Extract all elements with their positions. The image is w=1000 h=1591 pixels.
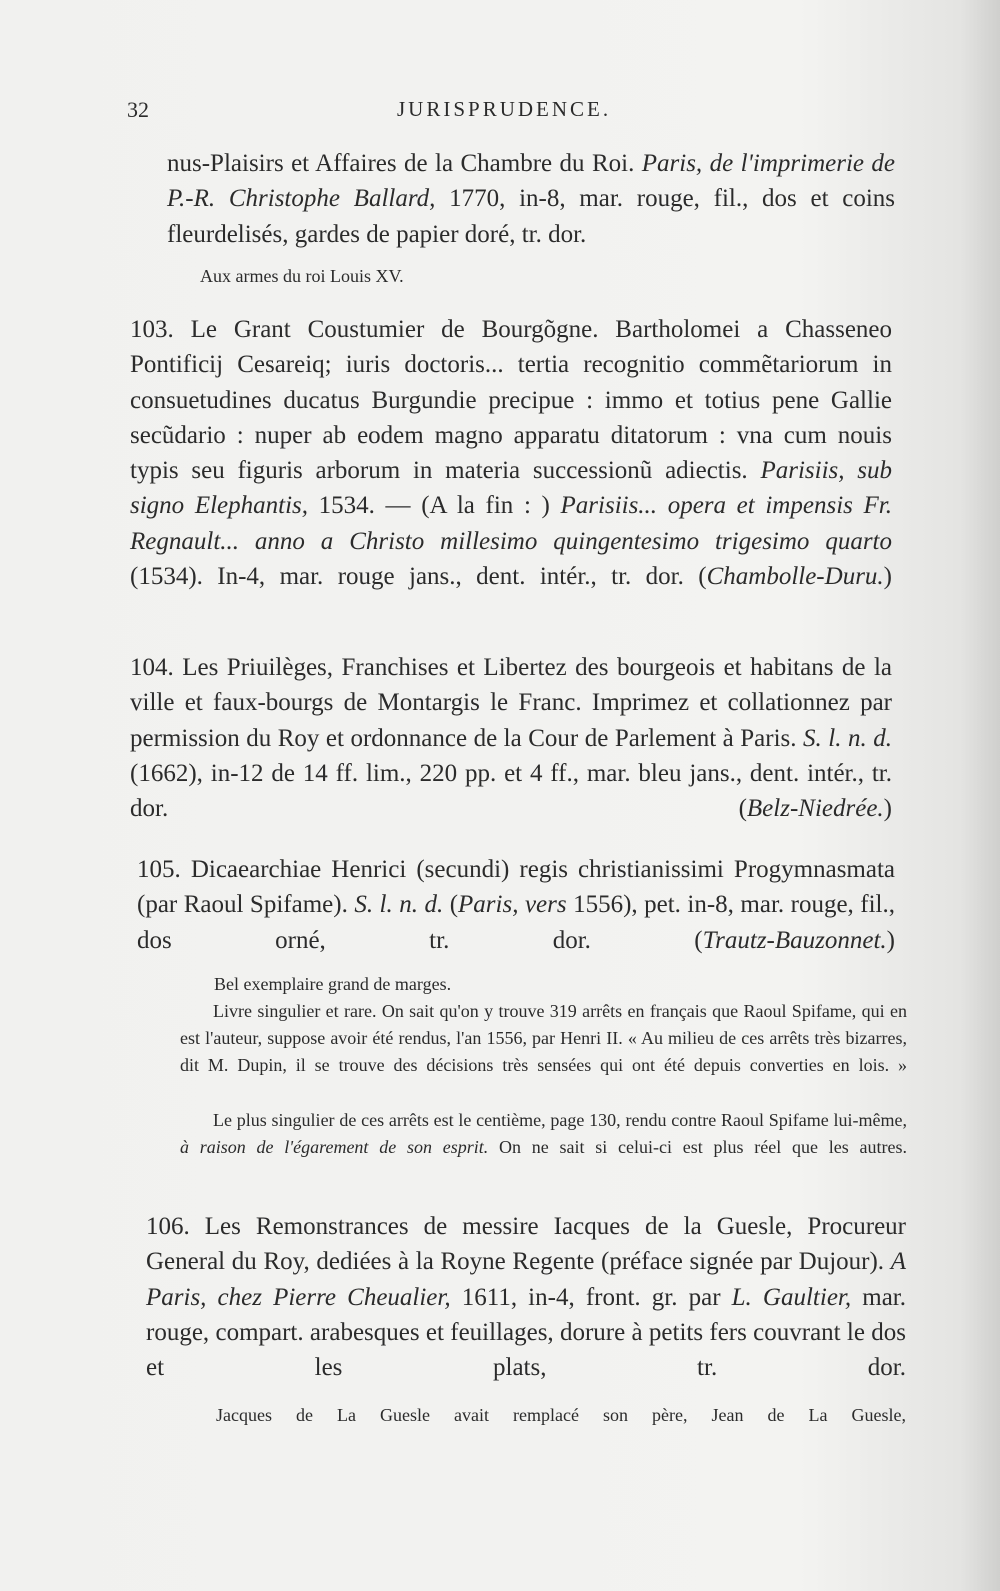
entry-102-continued: nus-Plaisirs et Affaires de la Chambre du Roi. Paris, de l'imprimerie de P.-R. Christophe Ballard, 1770, in-8, mar. rouge, fil., dos et coins fleurdelisés, gardes de papier doré, tr. dor. [167,150,895,248]
entry-105-note-3: Le plus singulier de ces arrêts est le centième, page 130, rendu contre Raoul Spifame lui-même, à raison de l'égarement de son esprit. On ne sait si celui-ci est plus réel que les autres. [180,1110,907,1157]
page-number: 32 [127,97,149,122]
entry-106: 106. Les Remonstrances de messire Iacques de la Guesle, Procureur General du Roy, dediées à la Royne Regente (préface signée par Dujour). A Paris, chez Pierre Cheualier, 1611, in-4, front. gr. par L. Gaultier, mar. rouge, compart. arabesques et feuillages, dorure à petits fers couvrant le dos et les plats, tr. dor. [146,1213,906,1382]
entry-106-note: Jacques de La Guesle avait remplacé son père, Jean de La Guesle, [216,1405,906,1425]
entry-number: 103. [130,316,174,343]
entry-105: 105. Dicaearchiae Henrici (secundi) regis christianissimi Progymnasmata (par Raoul Spifame). S. l. n. d. (Paris, vers 1556), pet. in-8, mar. rouge, fil., dos orné, tr. dor. (Trautz-Bauzonnet.) [137,856,896,954]
entry-number: 105. [137,856,181,883]
entry-102-note: Aux armes du roi Louis XV. [200,266,404,286]
entry-104: 104. Les Priuilèges, Franchises et Libertez des bourgeois et habitans de la ville et faux-bourgs de Montargis le Franc. Imprimez et collationnez par permission du Roy et ordonnance de la Cour de Parlement à Paris. S. l. n. d. (1662), in-12 de 14 ff. lim., 220 pp. et 4 ff., mar. bleu jans., dent. intér., tr. dor. (Belz-Niedrée.) [130,654,893,823]
entry-number: 106. [146,1213,190,1240]
entry-number: 104. [130,654,174,681]
entry-103: 103. Le Grant Coustumier de Bourgõgne. Bartholomei a Chasseneo Pontificij Cesareiq; iuris doctoris... tertia recognitio commẽtariorum in consuetudines ducatus Burgundie precipue : immo et totius pene Gallie secũdario : nuper ab eodem magno apparatu ditatorum : vna cum nouis typis seu figuris arborum in materia successionũ adiectis. Parisiis, sub signo Elephantis, 1534. — (A la fin : ) Parisiis... opera et impensis Fr. Regnault... anno a Christo millesimo quingentesimo trigesimo quarto (1534). In-4, mar. rouge jans., dent. intér., tr. dor. (Chambolle-Duru.) [130,316,893,591]
page-header [127,97,927,127]
running-title: JURISPRUDENCE. [397,97,612,121]
entry-105-note-2: Livre singulier et rare. On sait qu'on y trouve 319 arrêts en français que Raoul Spifame, qui en est l'auteur, suppose avoir été rendus, l'an 1556, par Henri II. « Au milieu de ces arrêts très bizarres, dit M. Dupin, il se trouve des décisions très sensées qui ont été depuis converties en lois. » [180,1001,907,1075]
entry-105-note-1: Bel exemplaire grand de marges. [214,974,452,994]
